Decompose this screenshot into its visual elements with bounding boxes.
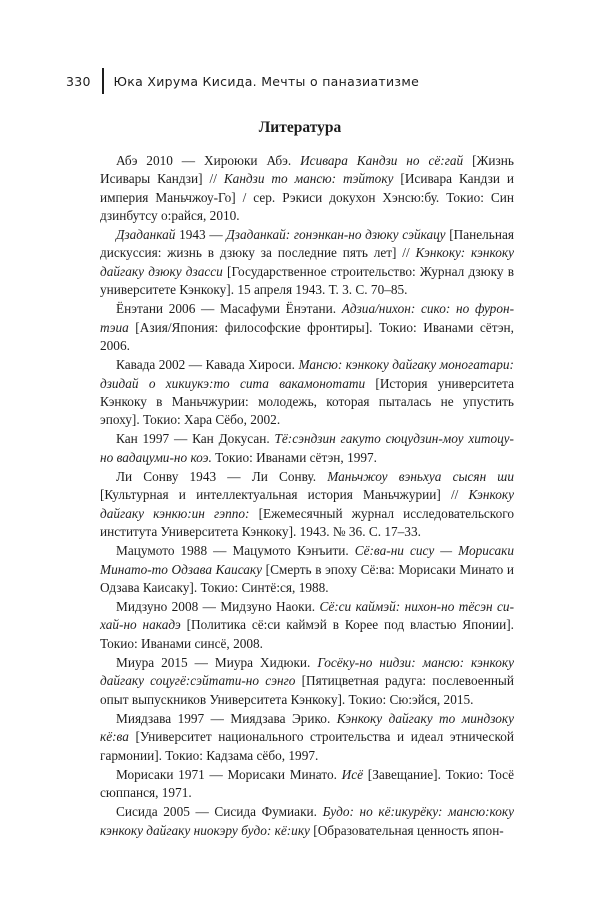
bibliography-entry: Сисида 2005 — Сисида Фумиаки. Будо: но кё:икурёку: мансю:коку кэнкоку дайгаку ниокэру будо: кё:ику [Образовательная ценность япон- bbox=[100, 804, 514, 838]
bibliography-entry: Кавада 2002 — Кавада Хироси. Мансю: кэнкоку дайгаку моногатари: дзидай о хикиукэ:то сита вакамонотати [История университета Кэнкоку в Маньчжурии: молодежь, которая пыталась не упустить эпоху]. Токио: Хара Сёбо, 2002. bbox=[100, 357, 515, 428]
page-number: 330 bbox=[66, 73, 91, 89]
bibliography-entry: Морисаки 1971 — Морисаки Минато. Исё [Завещание]. Токио: Тосё сюппанся, 1971. bbox=[100, 766, 514, 801]
running-head bbox=[66, 68, 419, 94]
bibliography-entry: Мидзуно 2008 — Мидзуно Наоки. Сё:си каймэй: нихон-но тёсэн сихай-но накадэ [Политика сё:си каймэй в Корее под властью Японии]. Токио: Иванами синсё, 2008. bbox=[100, 599, 515, 651]
bibliography-entry: Мацумото 1988 — Мацумото Кэнъити. Сё:ва-ни сису — Морисаки Минато-то Одзава Каисаку [Смерть в эпоху Сё:ва: Морисаки Минато и Одзава Каисаку]. Токио: Синтё:ся, 1988. bbox=[100, 543, 514, 595]
bibliography-entry: Абэ 2010 — Хироюки Абэ. Исивара Кандзи но сё:гай [Жизнь Исивары Кандзи] // Кандзи то мансю: тэйтоку [Исивара Кандзи и империя Маньчжоу-Го] / сер. Рэкиси докухон Хэнсю:бу. Токио: Син дзинбутсу о:райся, 2010. bbox=[100, 153, 514, 223]
bibliography-list bbox=[100, 152, 514, 841]
header-divider bbox=[102, 68, 104, 94]
bibliography-entry: Миядзава 1997 — Миядзава Эрико. Кэнкоку дайгаку то миндзоку кё:ва [Университет национального строительства и идеал этнической гармонии]. Токио: Кадзама сёбо, 1997. bbox=[100, 710, 514, 763]
bibliography-entry: Дзаданкай 1943 — Дзаданкай: гонэнкан-но дзюку сэйкацу [Панельная дискуссия: жизнь в дзюку за последние пять лет] // Кэнкоку: кэнкоку дайгаку дзюку дзасси [Государственное строительство: Журнал дзюку в университете Кэнкоку]. 15 апреля 1943. Т. 3. С. 70–85. bbox=[100, 227, 514, 298]
bibliography-entry: Ёнэтани 2006 — Масафуми Ёнэтани. Адзиа/нихон: сико: но фуронтэиа [Азия/Япония: философские фронтиры]. Токио: Иванами сётэн, 2006. bbox=[100, 301, 514, 353]
bibliography-entry: Кан 1997 — Кан Докусан. Тё:сэндзин гакуто сюцудзин-моу хитоцу-но вадацуми-но коэ. Токио: Иванами сётэн, 1997. bbox=[100, 431, 514, 465]
bibliography-entry: Миура 2015 — Миура Хидюки. Госёку-но нидзи: мансю: кэнкоку дайгаку соцугё:сэйтати-но сэнго [Пятицветная радуга: послевоенный опыт выпускников Университета Кэнкоку]. Токио: Сю:эйся, 2015. bbox=[100, 655, 514, 707]
running-title: Юка Хирума Кисида. Мечты о паназиатизме bbox=[113, 73, 420, 89]
section-title: Литература bbox=[258, 119, 342, 136]
bibliography-entry: Ли Сонву 1943 — Ли Сонву. Маньчжоу вэньхуа сысян ши [Культурная и интеллектуальная история Маньчжурии] // Кэнкоку дайгаку кэнкю:ин гэппо: [Ежемесячный журнал исследовательского института Университета Кэнкоку]. 1943. № 36. С. 17–33. bbox=[100, 469, 514, 539]
